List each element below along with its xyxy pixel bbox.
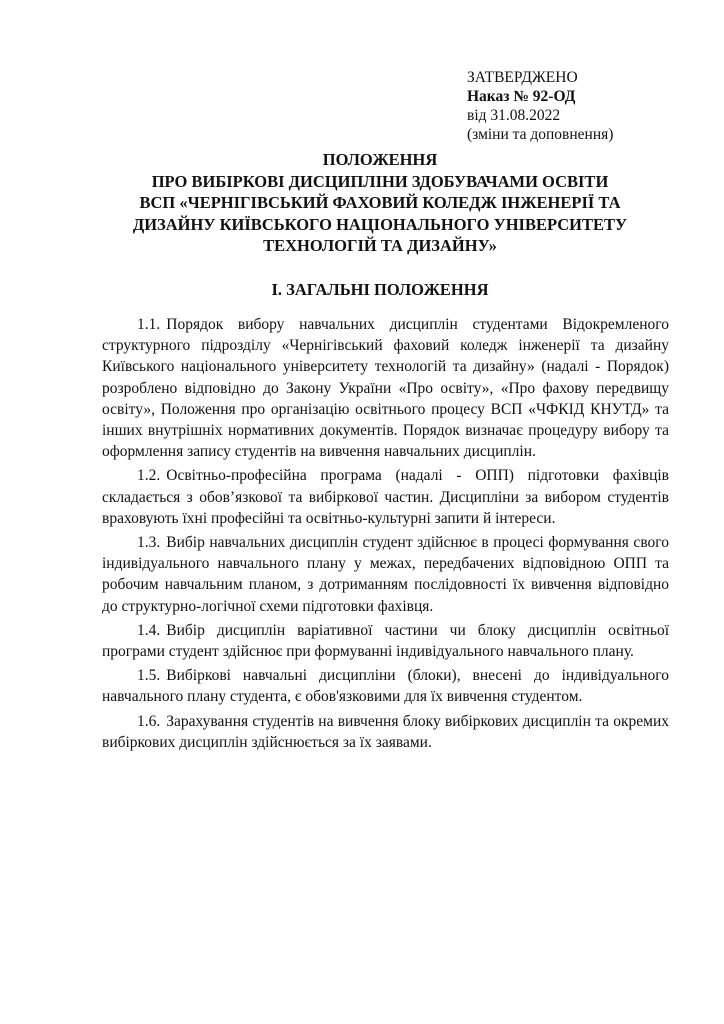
paragraph-number: 1.1. [137, 316, 161, 333]
approval-order-number: Наказ № 92-ОД [467, 88, 576, 105]
title-line: ПОЛОЖЕННЯ [322, 150, 438, 169]
paragraph [102, 465, 669, 529]
paragraph-number: 1.4. [137, 621, 161, 639]
paragraph [102, 620, 669, 662]
paragraph-text: Зарахування студентів на вивчення блоку вибіркових дисциплін та окремих вибіркових дисциплін здійснюється за їх заявами. [102, 712, 669, 751]
approval-label: ЗАТВЕРДЖЕНО [467, 69, 578, 86]
paragraph-number: 1.6. [137, 712, 161, 730]
document-title [100, 149, 660, 257]
approval-block [467, 68, 687, 144]
section-heading: I. ЗАГАЛЬНІ ПОЛОЖЕННЯ [271, 280, 489, 299]
paragraph-text: Вибір навчальних дисциплін студент здійснює в процесі формування свого індивідуального навчального плану у межах, передбачених відповідною ОПП та робочим навчальним планом, з дотриманням послідовності їх вивчення відповідно до структурно-логічної схеми підготовки фахівця. [102, 534, 669, 615]
paragraph-text: Порядок вибору навчальних дисциплін студентами Відокремленого структурного підрозділу «Чернігівський фаховий коледж інженерії та дизайну Київського національного університету технологій та дизайну» (надалі - Порядок) розроблено відповідно до Закону України «Про освіту», «Про фахову передвищу освіту», Положення про організацію освітнього процесу ВСП «ЧФКІД КНУТД» та інших внутрішніх нормативних документів. Порядок визначає процедуру вибору та оформлення запису студентів на вивчення навчальних дисциплін. [102, 316, 669, 461]
paragraph [102, 532, 669, 617]
title-line: ПРО ВИБІРКОВІ ДИСЦИПЛІНИ ЗДОБУВАЧАМИ ОСВІТИ [151, 171, 609, 191]
paragraph [102, 314, 669, 462]
paragraph-text: Освітньо-професійна програма (надалі - ОПП) підготовки фахівців складається з обов’язкової та вибіркової частин. Дисципліни за вибором студентів враховують їхні професійні та освітньо-культурні запити й інтереси. [102, 467, 669, 527]
paragraph-text: Вибір дисциплін варіативної частини чи блоку дисциплін освітньої програми студент здійснює при формуванні індивідуального навчального плану. [102, 621, 669, 661]
approval-date: від 31.08.2022 [467, 107, 561, 124]
title-line: ДИЗАЙНУ КИЇВСЬКОГО НАЦІОНАЛЬНОГО УНІВЕРСИТЕТУ [132, 214, 628, 234]
document-body [102, 314, 669, 756]
paragraph [102, 665, 669, 707]
paragraph-number: 1.5. [137, 667, 161, 685]
title-line: ВСП «ЧЕРНІГІВСЬКИЙ ФАХОВИЙ КОЛЕДЖ ІНЖЕНЕРІЇ ТА [139, 193, 621, 212]
approval-note: (зміни та доповнення) [467, 126, 614, 143]
paragraph-number: 1.3. [137, 534, 161, 552]
paragraph-number: 1.2. [137, 467, 161, 485]
paragraph-text: Вибіркові навчальні дисципліни (блоки), внесені до індивідуального навчального плану студента, є обов'язковими для їх вивчення студентом. [102, 667, 669, 706]
title-line: ТЕХНОЛОГІЙ ТА ДИЗАЙНУ» [263, 236, 497, 255]
paragraph [102, 711, 669, 753]
